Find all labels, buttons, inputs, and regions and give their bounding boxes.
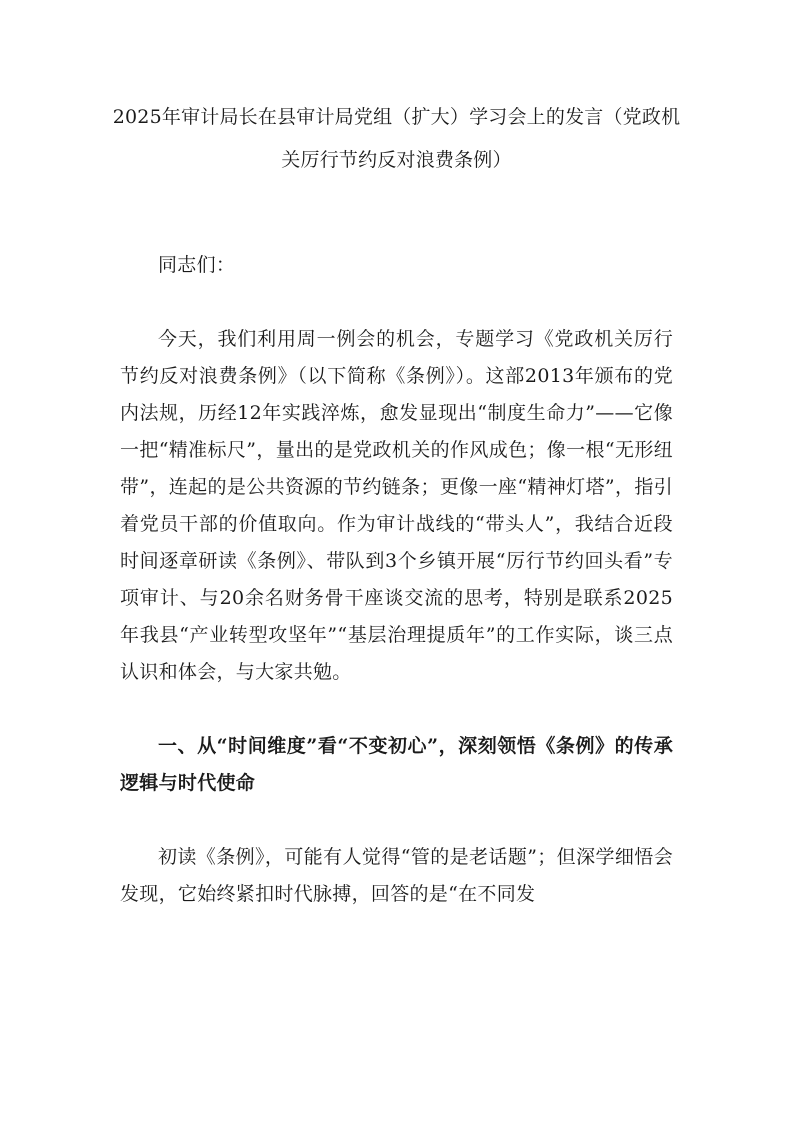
salutation: 同志们： xyxy=(158,254,236,276)
intro-paragraph: 今天，我们利用周一例会的机会，专题学习《党政机关厉行节约反对浪费条例》（以下简称《条例》）。这部2013年颁布的党内法规，历经12年实践淬炼，愈发显现出“制度生命力”——它像一把“精准标尺”，量出的是党政机关的作风成色；像一根“无形纽带”，连起的是公共资源的节约链条；更像一座“精神灯塔”，指引着党员干部的价值取向。作为审计战线的“带头人”，我结合近段时间逐章研读《条例》、带队到3个乡镇开展“厉行节约回头看”专项审计、与20余名财务骨干座谈交流的思考，特别是联系2025年我县“产业转型攻坚年”“基层治理提质年”的工作实际，谈三点认识和体会，与大家共勉。 xyxy=(120,328,673,683)
section-heading-1: 一、从“时间维度”看“不变初心”，深刻领悟《条例》的传承逻辑与时代使命 xyxy=(120,735,673,794)
section-1-paragraph: 初读《条例》，可能有人觉得“管的是老话题”；但深学细悟会发现，它始终紧扣时代脉搏，回答的是“在不同发 xyxy=(120,846,673,905)
document-body xyxy=(120,247,673,913)
document-title: 2025年审计局长在县审计局党组（扩大）学习会上的发言（党政机关厉行节约反对浪费条例） xyxy=(112,106,681,171)
